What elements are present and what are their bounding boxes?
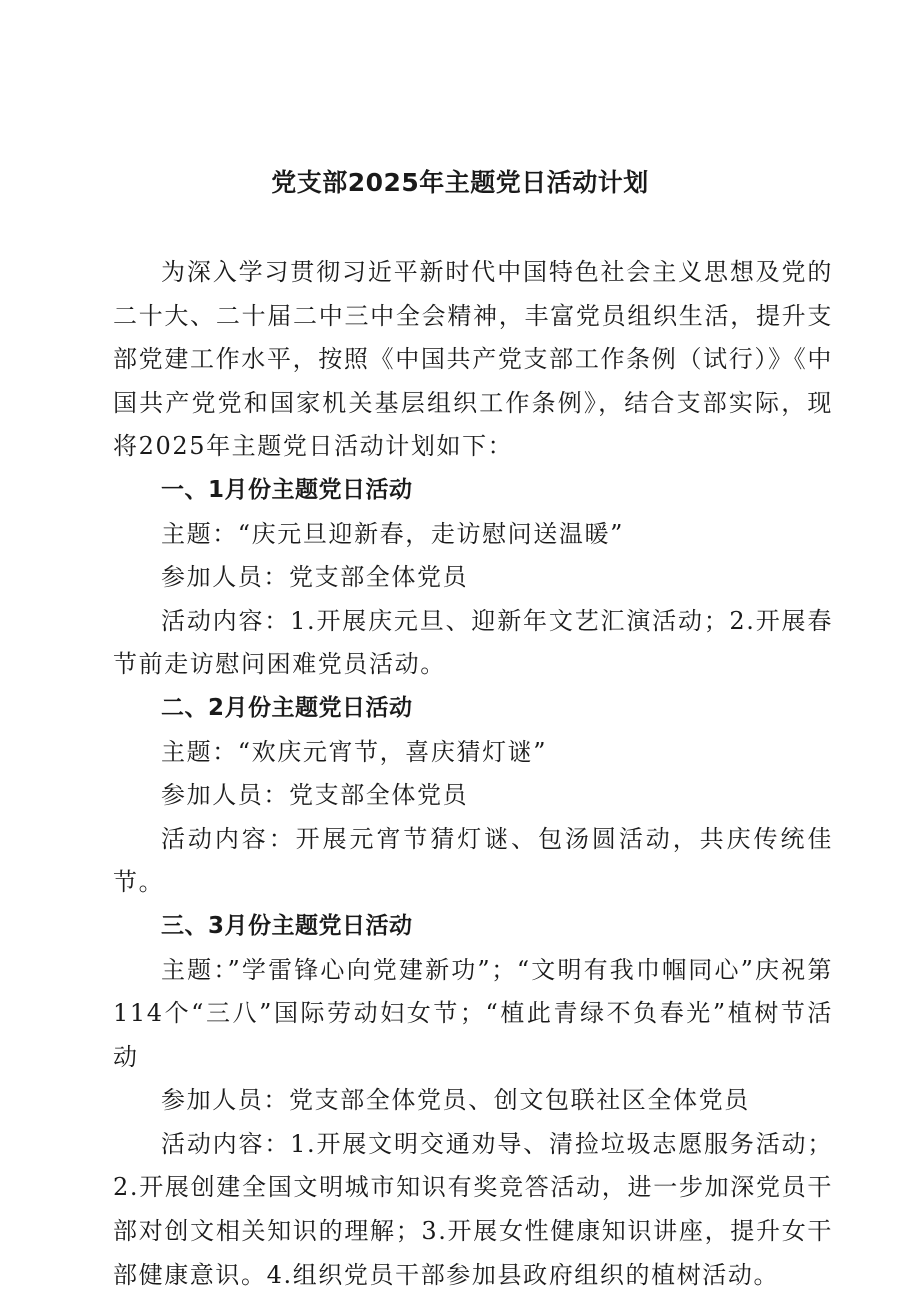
section-march: [113, 905, 833, 1297]
section-theme: 主题：“庆元旦迎新春，走访慰问送温暖”: [161, 519, 624, 548]
document-title: 党支部2025年主题党日活动计划: [271, 168, 649, 197]
intro-paragraph: 为深入学习贯彻习近平新时代中国特色社会主义思想及党的二十大、二十届二中三中全会精神，丰富党员组织生活，提升支部党建工作水平，按照《中国共产党支部工作条例（试行）》《中国共产党党和国家机关基层组织工作条例》，结合支部实际，现将2025年主题党日活动计划如下：: [113, 258, 833, 461]
section-heading: 二、2月份主题党日活动: [161, 694, 413, 721]
section-participants: 参加人员：党支部全体党员: [161, 563, 469, 592]
section-february: [113, 687, 833, 905]
section-january: [113, 469, 833, 687]
section-participants: 参加人员：党支部全体党员、创文包联社区全体党员: [161, 1086, 750, 1115]
section-content: 活动内容：开展元宵节猜灯谜、包汤圆活动，共庆传统佳节。: [113, 824, 833, 897]
section-content: 活动内容：1.开展庆元旦、迎新年文艺汇演活动；2.开展春节前走访慰问困难党员活动。: [113, 606, 833, 679]
section-theme: 主题：“欢庆元宵节，喜庆猜灯谜”: [161, 737, 548, 766]
section-heading: 一、1月份主题党日活动: [161, 476, 413, 503]
section-theme: 主题：”学雷锋心向党建新功”；“文明有我巾帼同心”庆祝第114个“三八”国际劳动妇女节；“植此青绿不负春光”植树节活动: [113, 955, 833, 1071]
section-heading: 三、3月份主题党日活动: [161, 912, 413, 939]
section-content: 活动内容：1.开展文明交通劝导、清捡垃圾志愿服务活动；2.开展创建全国文明城市知识有奖竞答活动，进一步加深党员干部对创文相关知识的理解；3.开展女性健康知识讲座，提升女干部健康意识。4.组织党员干部参加县政府组织的植树活动。: [113, 1129, 833, 1289]
document-body: [113, 251, 833, 1297]
section-participants: 参加人员：党支部全体党员: [161, 781, 469, 810]
